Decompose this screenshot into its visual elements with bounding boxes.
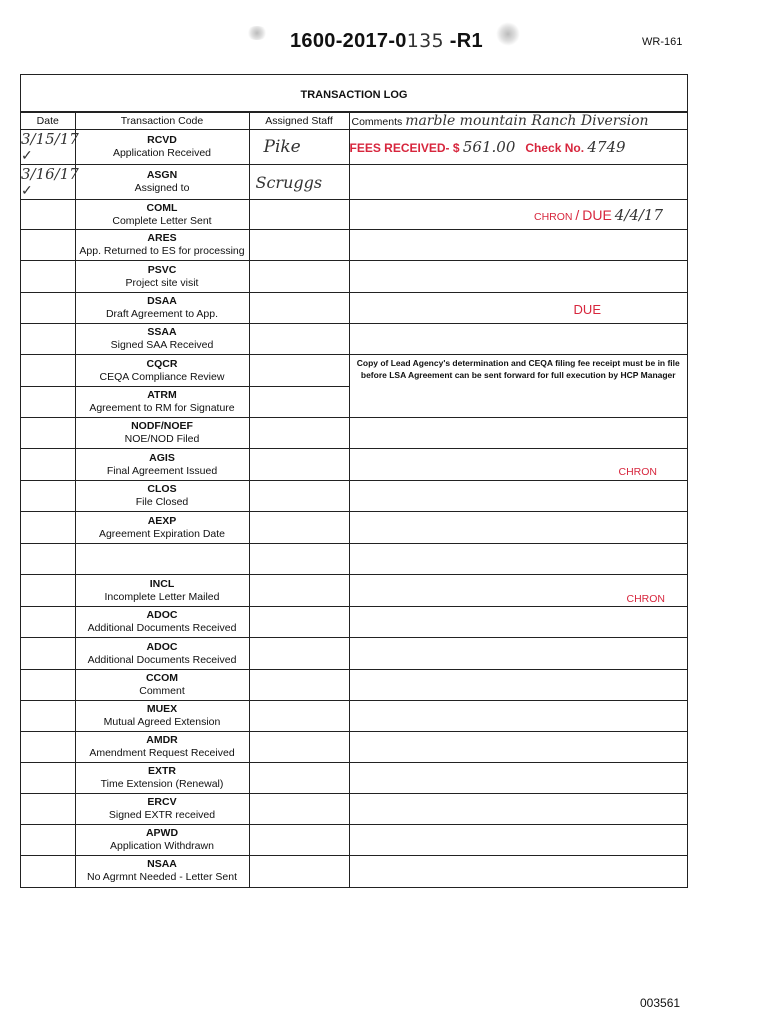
code-cell: NSAA No Agrmnt Needed - Letter Sent bbox=[75, 856, 249, 887]
staff-cell bbox=[249, 449, 349, 481]
table-row bbox=[21, 418, 687, 449]
date-cell bbox=[21, 575, 75, 607]
header-row bbox=[21, 113, 687, 130]
date-cell bbox=[21, 200, 75, 230]
date-cell bbox=[21, 794, 75, 825]
chron-label: CHRON bbox=[626, 593, 665, 605]
comments-cell bbox=[349, 607, 687, 638]
comments-label: Comments bbox=[351, 116, 403, 128]
table-row bbox=[21, 856, 687, 887]
comments-cell bbox=[349, 130, 687, 165]
chron-label: CHRON bbox=[618, 466, 657, 478]
comments-cell bbox=[349, 701, 687, 732]
staff-cell bbox=[249, 575, 349, 607]
table-row bbox=[21, 607, 687, 638]
comments-cell bbox=[349, 293, 687, 324]
date-cell bbox=[21, 481, 75, 512]
hole-punch-mark bbox=[246, 26, 268, 40]
chron-label: CHRON bbox=[534, 211, 573, 223]
comments-cell bbox=[349, 449, 687, 481]
code-cell: NODF/NOEF NOE/NOD Filed bbox=[75, 418, 249, 449]
column-header-staff: Assigned Staff bbox=[249, 113, 349, 130]
form-id: WR-161 bbox=[642, 36, 683, 48]
chron-due: CHRON / DUE 4/4/17 bbox=[534, 206, 663, 224]
ceqa-note: Copy of Lead Agency's determination and CEQA filing fee receipt must be in file before LSA Agreement can be sent forward for full execution by HCP Manager bbox=[356, 358, 680, 380]
date-cell bbox=[21, 387, 75, 418]
due-label: DUE bbox=[582, 207, 612, 223]
due-label: DUE bbox=[573, 302, 601, 317]
code-cell: ADOC Additional Documents Received bbox=[75, 607, 249, 638]
date-cell bbox=[21, 856, 75, 887]
comments-cell bbox=[349, 670, 687, 701]
code-cell: PSVC Project site visit bbox=[75, 261, 249, 293]
date-cell bbox=[21, 638, 75, 670]
staff-cell bbox=[249, 825, 349, 856]
code-cell: DSAA Draft Agreement to App. bbox=[75, 293, 249, 324]
code-cell: CCOM Comment bbox=[75, 670, 249, 701]
table-row bbox=[21, 638, 687, 670]
date-cell bbox=[21, 670, 75, 701]
date-cell bbox=[21, 544, 75, 575]
doc-number-prefix: 1600-2017-0 bbox=[290, 30, 407, 52]
code-cell bbox=[75, 130, 249, 165]
staff-cell bbox=[249, 230, 349, 261]
code-cell: APWD Application Withdrawn bbox=[75, 825, 249, 856]
comments-cell bbox=[349, 355, 687, 418]
date-cell: 3/15/17 ✓ bbox=[21, 130, 79, 164]
document-number bbox=[290, 30, 483, 53]
staff-cell bbox=[249, 481, 349, 512]
comments-cell bbox=[349, 481, 687, 512]
comments-cell bbox=[349, 200, 687, 230]
staff-cell bbox=[249, 763, 349, 794]
check-number: 4749 bbox=[587, 138, 626, 156]
code-cell: AEXP Agreement Expiration Date bbox=[75, 512, 249, 544]
date-cell bbox=[21, 293, 75, 324]
table-row bbox=[21, 130, 687, 165]
doc-number-suffix: -R1 bbox=[449, 30, 483, 52]
code-cell: INCL Incomplete Letter Mailed bbox=[75, 575, 249, 607]
code-cell: AGIS Final Agreement Issued bbox=[75, 449, 249, 481]
column-header-date: Date bbox=[21, 113, 75, 130]
fees-received: FEES RECEIVED- $ 561.00 Check No. 4749 bbox=[349, 138, 626, 156]
date-cell bbox=[21, 763, 75, 794]
code-cell: ATRM Agreement to RM for Signature bbox=[75, 387, 249, 418]
date-cell: 3/16/17 ✓ bbox=[21, 165, 79, 199]
date-value: 3/15/17 bbox=[21, 130, 79, 148]
staff-cell bbox=[249, 512, 349, 544]
comments-cell bbox=[349, 512, 687, 544]
staff-cell bbox=[249, 670, 349, 701]
staff-cell bbox=[249, 607, 349, 638]
staff-cell bbox=[249, 165, 349, 200]
staff-cell bbox=[249, 261, 349, 293]
code-cell: SSAA Signed SAA Received bbox=[75, 324, 249, 355]
staff-cell bbox=[249, 324, 349, 355]
column-header-code: Transaction Code bbox=[75, 113, 249, 130]
comments-cell bbox=[349, 575, 687, 607]
comments-cell bbox=[349, 638, 687, 670]
table-row bbox=[21, 449, 687, 481]
date-cell bbox=[21, 607, 75, 638]
date-cell bbox=[21, 449, 75, 481]
code-cell: ERCV Signed EXTR received bbox=[75, 794, 249, 825]
staff-name: Pike bbox=[263, 137, 301, 157]
transaction-code: RCVD bbox=[147, 134, 177, 146]
staff-cell bbox=[249, 130, 349, 165]
staff-name: Scruggs bbox=[255, 172, 323, 192]
code-cell: EXTR Time Extension (Renewal) bbox=[75, 763, 249, 794]
staff-cell bbox=[249, 856, 349, 887]
page-number: 003561 bbox=[640, 996, 681, 1010]
date-cell bbox=[21, 418, 75, 449]
comments-cell bbox=[349, 324, 687, 355]
code-cell: CLOS File Closed bbox=[75, 481, 249, 512]
date-cell bbox=[21, 701, 75, 732]
table-row bbox=[21, 355, 687, 387]
check-label: Check No. bbox=[525, 141, 585, 155]
table-row bbox=[21, 324, 687, 355]
staff-cell bbox=[249, 638, 349, 670]
date-cell bbox=[21, 261, 75, 293]
staff-cell bbox=[249, 293, 349, 324]
table-row bbox=[21, 763, 687, 794]
project-name: marble mountain Ranch Diversion bbox=[405, 113, 649, 129]
staff-cell bbox=[249, 701, 349, 732]
comments-cell bbox=[349, 544, 687, 575]
date-cell bbox=[21, 324, 75, 355]
code-cell: COML Complete Letter Sent bbox=[75, 200, 249, 230]
date-cell bbox=[21, 732, 75, 763]
table-row bbox=[21, 670, 687, 701]
code-cell: ARES App. Returned to ES for processing bbox=[75, 230, 249, 261]
comments-cell bbox=[349, 856, 687, 887]
fees-amount: 561.00 bbox=[462, 138, 516, 156]
staff-cell bbox=[249, 355, 349, 387]
code-cell: MUEX Mutual Agreed Extension bbox=[75, 701, 249, 732]
table-row bbox=[21, 200, 687, 230]
date-cell bbox=[21, 825, 75, 856]
comments-cell bbox=[349, 261, 687, 293]
transaction-desc: Application Received bbox=[112, 147, 212, 159]
table-row bbox=[21, 732, 687, 763]
date-cell bbox=[21, 512, 75, 544]
transaction-table bbox=[21, 112, 687, 887]
table-row bbox=[21, 794, 687, 825]
code-cell: CQCR CEQA Compliance Review bbox=[75, 355, 249, 387]
comments-cell bbox=[349, 825, 687, 856]
comments-cell bbox=[349, 418, 687, 449]
table-row bbox=[21, 261, 687, 293]
code-cell bbox=[75, 544, 249, 575]
due-date: 4/4/17 bbox=[614, 206, 663, 224]
code-cell: ASGN Assigned to bbox=[75, 165, 249, 200]
comments-cell bbox=[349, 763, 687, 794]
staff-cell bbox=[249, 544, 349, 575]
date-cell bbox=[21, 355, 75, 387]
table-row bbox=[21, 575, 687, 607]
staff-cell bbox=[249, 418, 349, 449]
code-cell: ADOC Additional Documents Received bbox=[75, 638, 249, 670]
comments-cell bbox=[349, 230, 687, 261]
staff-cell bbox=[249, 387, 349, 418]
table-row bbox=[21, 544, 687, 575]
code-cell: AMDR Amendment Request Received bbox=[75, 732, 249, 763]
log-title: TRANSACTION LOG bbox=[21, 75, 687, 112]
table-row bbox=[21, 825, 687, 856]
comments-cell bbox=[349, 794, 687, 825]
doc-number-handwritten: 135 bbox=[406, 30, 444, 52]
date-cell bbox=[21, 230, 75, 261]
staff-cell bbox=[249, 732, 349, 763]
date-value: 3/16/17 bbox=[21, 165, 79, 183]
table-row bbox=[21, 481, 687, 512]
table-row bbox=[21, 701, 687, 732]
staff-cell bbox=[249, 794, 349, 825]
staff-cell bbox=[249, 200, 349, 230]
column-header-comments bbox=[349, 113, 687, 130]
table-row bbox=[21, 230, 687, 261]
transaction-log bbox=[20, 74, 688, 888]
table-row bbox=[21, 293, 687, 324]
comments-cell bbox=[349, 732, 687, 763]
comments-cell bbox=[349, 165, 687, 200]
hole-punch-mark bbox=[496, 22, 520, 46]
table-row bbox=[21, 165, 687, 200]
table-row bbox=[21, 512, 687, 544]
